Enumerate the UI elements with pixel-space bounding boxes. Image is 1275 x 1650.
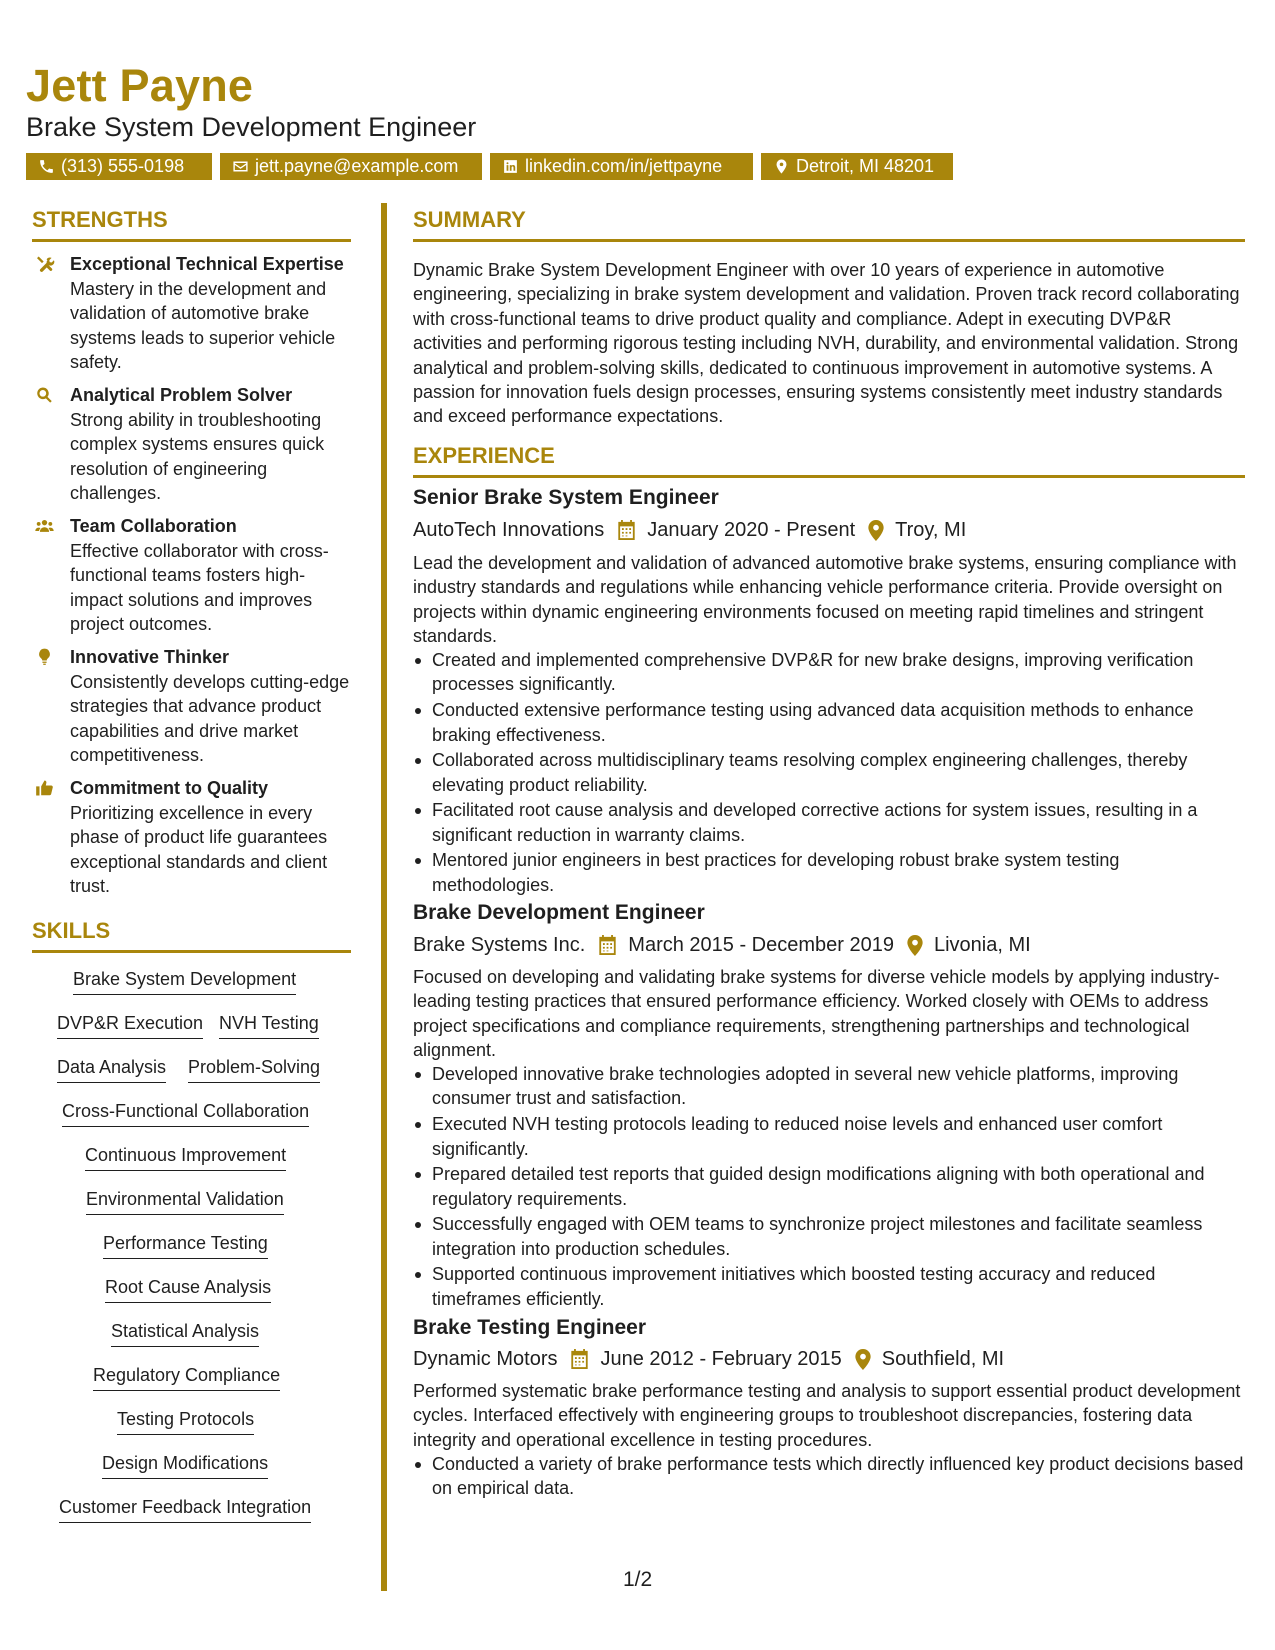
lightbulb-icon	[32, 647, 56, 669]
contact-phone[interactable]	[26, 153, 212, 180]
job-title: Brake Testing Engineer	[413, 1316, 647, 1339]
list-item: Conducted a variety of brake performance tests which directly influenced key product decisions based on empirical data.	[413, 1452, 1245, 1501]
skill-tag: DVP&R Execution	[57, 1010, 203, 1039]
summary-text: Dynamic Brake System Development Engineer with over 10 years of experience in automotive engineering, specializing in brake system development and validation. Proven track record collaborating with cross-functional teams to drive product quality and compliance. Adept in executing DVP&R activities and performing rigorous testing including NVH, durability, and environmental validation. Strong analytical and problem-solving skills, dedicated to continuous improvement in automotive systems. A passion for innovation fuels design processes, ensuring systems consistently meet industry standards and exceed performance expectations.	[413, 260, 1240, 427]
list-item: Supported continuous improvement initiatives which boosted testing accuracy and reduced timeframes efficiently.	[413, 1262, 1245, 1311]
page-number: 1/2	[623, 1568, 653, 1591]
users-icon	[32, 516, 56, 538]
job-role: Brake System Development Engineer	[26, 112, 477, 142]
job-meta	[413, 517, 966, 543]
job-location: Troy, MI	[895, 519, 967, 541]
skill-tag: Performance Testing	[103, 1230, 268, 1259]
strength-description: Prioritizing excellence in every phase of product life guarantees exceptional standards and client trust.	[70, 803, 328, 897]
job-bullets	[413, 1452, 1245, 1502]
job-dates: June 2012 - February 2015	[600, 1348, 842, 1370]
contact-email-text: jett.payne@example.com	[255, 156, 459, 176]
list-item: Mentored junior engineers in best practices for developing robust brake system testing methodologies.	[413, 848, 1245, 897]
strength-description: Mastery in the development and validation of automotive brake systems leads to superior vehicle safety.	[70, 279, 336, 373]
skill-tag: Data Analysis	[57, 1054, 166, 1083]
candidate-name: Jett Payne	[26, 60, 254, 111]
job-location: Southfield, MI	[881, 1348, 1005, 1370]
contact-location-text: Detroit, MI 48201	[796, 156, 935, 176]
list-item: Successfully engaged with OEM teams to synchronize project milestones and facilitate seamless integration into production schedules.	[413, 1212, 1245, 1261]
job-location: Livonia, MI	[933, 934, 1031, 956]
tools-icon	[32, 254, 56, 276]
job-description: Focused on developing and validating brake systems for diverse vehicle models by applying industry-leading testing practices that ensured performance efficiency. Worked closely with OEMs to address project specifications and compliance requirements, strengthening partnerships and technological alignment.	[413, 967, 1220, 1061]
job-dates: January 2020 - Present	[647, 519, 856, 541]
skill-tag: Continuous Improvement	[85, 1142, 286, 1171]
skill-tag: Design Modifications	[102, 1450, 268, 1479]
contact-location	[761, 153, 953, 180]
summary-rule	[413, 239, 1245, 242]
strength-title: Exceptional Technical Expertise	[70, 254, 344, 274]
skills-heading: SKILLS	[32, 918, 111, 943]
phone-icon	[38, 158, 55, 175]
strength-title: Team Collaboration	[70, 516, 237, 536]
map-pin-icon	[907, 935, 923, 956]
list-item: Executed NVH testing protocols leading to reduced noise levels and enhanced user comfort significantly.	[413, 1112, 1245, 1161]
skill-tag: Root Cause Analysis	[105, 1274, 271, 1303]
column-divider	[381, 203, 387, 1591]
calendar-icon	[598, 935, 617, 955]
strength-title: Innovative Thinker	[70, 647, 230, 667]
map-pin-icon	[868, 520, 884, 541]
contact-bar	[26, 153, 953, 180]
experience-heading: EXPERIENCE	[413, 443, 555, 468]
job-title: Brake Development Engineer	[413, 901, 705, 924]
job-meta	[413, 932, 1031, 958]
skill-tag: Testing Protocols	[117, 1406, 254, 1435]
job-description: Performed systematic brake performance testing and analysis to support essential product development cycles. Interfaced effectively with engineering groups to troubleshoot discrepancies, fostering data integrity and operational excellence in testing procedures.	[413, 1381, 1241, 1450]
strength-description: Strong ability in troubleshooting complex systems ensures quick resolution of engineering challenges.	[70, 410, 325, 504]
strength-title: Analytical Problem Solver	[70, 385, 293, 405]
strength-description: Effective collaborator with cross-functional teams fosters high-impact solutions and improves project outcomes.	[70, 541, 329, 635]
skill-tag: Statistical Analysis	[111, 1318, 259, 1347]
skill-tag: Customer Feedback Integration	[59, 1494, 311, 1523]
list-item: Collaborated across multidisciplinary teams resolving complex engineering challenges, thereby elevating product reliability.	[413, 748, 1245, 797]
skill-tag: Cross-Functional Collaboration	[62, 1098, 309, 1127]
job-dates: March 2015 - December 2019	[628, 934, 894, 956]
contact-email[interactable]	[220, 153, 482, 180]
skill-tag: NVH Testing	[219, 1010, 319, 1039]
skill-tag: Brake System Development	[73, 966, 296, 995]
list-item: Facilitated root cause analysis and developed corrective actions for system issues, resulting in a significant reduction in warranty claims.	[413, 798, 1245, 847]
list-item: Developed innovative brake technologies adopted in several new vehicle platforms, improving consumer trust and satisfaction.	[413, 1062, 1245, 1111]
calendar-icon	[617, 520, 636, 540]
contact-linkedin-text: linkedin.com/in/jettpayne	[525, 156, 723, 176]
map-pin-icon	[773, 158, 790, 175]
strength-description: Consistently develops cutting-edge strategies that advance product capabilities and drive market competitiveness.	[70, 672, 350, 766]
search-icon	[32, 385, 56, 407]
envelope-icon	[232, 158, 249, 175]
skill-tag: Problem-Solving	[188, 1054, 320, 1083]
job-bullets	[413, 1062, 1245, 1313]
experience-rule	[413, 475, 1245, 478]
skill-tag: Regulatory Compliance	[93, 1362, 280, 1391]
contact-phone-text: (313) 555-0198	[61, 156, 185, 176]
linkedin-icon	[502, 158, 519, 175]
job-company: Brake Systems Inc.	[413, 934, 586, 956]
job-title: Senior Brake System Engineer	[413, 486, 719, 509]
map-pin-icon	[855, 1349, 871, 1370]
strength-title: Commitment to Quality	[70, 778, 269, 798]
skill-tag: Environmental Validation	[86, 1186, 284, 1215]
job-company: AutoTech Innovations	[413, 519, 605, 541]
calendar-icon	[570, 1349, 589, 1369]
contact-linkedin[interactable]	[490, 153, 753, 180]
list-item: Conducted extensive performance testing using advanced data acquisition methods to enhance braking effectiveness.	[413, 698, 1245, 747]
job-bullets	[413, 648, 1245, 899]
skills-rule	[32, 950, 351, 953]
job-meta	[413, 1346, 1004, 1372]
strengths-heading: STRENGTHS	[32, 207, 168, 232]
list-item: Created and implemented comprehensive DVP&R for new brake designs, improving verification processes significantly.	[413, 648, 1245, 697]
job-company: Dynamic Motors	[413, 1348, 558, 1370]
list-item: Prepared detailed test reports that guided design modifications aligning with both operational and regulatory requirements.	[413, 1162, 1245, 1211]
job-description: Lead the development and validation of advanced automotive brake systems, ensuring compliance with industry standards and regulations while enhancing vehicle performance criteria. Provide oversight on projects within dynamic engineering environments focused on meeting rapid timelines and stringent standards.	[413, 553, 1237, 647]
thumbs-up-icon	[32, 778, 56, 800]
summary-heading: SUMMARY	[413, 207, 526, 232]
strengths-rule	[32, 239, 351, 242]
